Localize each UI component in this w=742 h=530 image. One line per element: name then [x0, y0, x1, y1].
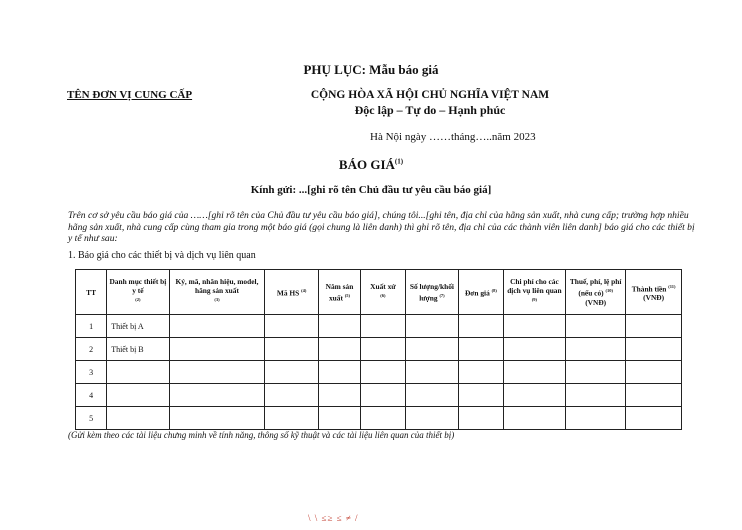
- table-row: [76, 407, 682, 430]
- national-title: CỘNG HÒA XÃ HỘI CHỦ NGHĨA VIỆT NAM: [310, 89, 550, 101]
- row-tt: 5: [76, 407, 107, 430]
- row-name: [107, 407, 169, 430]
- header-model: Ký, mã, nhãn hiệu, model, hãng sản xuất $^{(3)}$: [169, 270, 265, 315]
- row-tt: 1: [76, 315, 107, 338]
- header-year: Năm sản xuất $^{(5)}$: [318, 270, 360, 315]
- quote-title-text: BÁO GIÁ: [338, 157, 395, 172]
- row-tt: 2: [76, 338, 107, 361]
- header-origin: Xuất xứ $^{(6)}$: [361, 270, 406, 315]
- greeting-line: Kính gửi: ...[ghi rõ tên Chủ đầu tư yêu cầu báo giá]: [250, 184, 492, 196]
- row-tt: 4: [76, 384, 107, 407]
- row-tt: 3: [76, 361, 107, 384]
- header-category: Danh mục thiết bị y tế $^{(2)}$: [107, 270, 169, 315]
- header-hs-code: Mã HS $^{(4)}$: [265, 270, 318, 315]
- header-unit-price: Đơn giá $^{(8)}$: [459, 270, 504, 315]
- header-tt: TT: [76, 270, 107, 315]
- section-1-heading: 1. Báo giá cho các thiết bị và dịch vụ liên quan: [68, 250, 256, 261]
- table-row: [76, 361, 682, 384]
- intro-paragraph: Trên cơ sở yêu cầu báo giá của ……[ghi rõ tên của Chủ đầu tư yêu cầu báo giá], chúng tôi...[ghi tên, địa chỉ của hãng sản xuất, nhà cung cấp; trường hợp nhiều hãng sản xuất, nhà cung cấp cùng tham gia trong một báo giá (gọi chung là liên danh) thì ghi rõ tên, địa chỉ của các thành viên liên danh] báo giá cho các thiết bị y tế như sau:: [68, 210, 695, 244]
- header-tax: Thuế, phí, lệ phí (nếu có) $^{(10)}$ (VNĐ): [566, 270, 626, 315]
- red-stamp-mark: \ \ ≤≥ ≤ ≠ /: [308, 513, 359, 523]
- table-row: [76, 338, 682, 361]
- table-row: [76, 315, 682, 338]
- quote-title: [0, 157, 742, 173]
- quote-table: [75, 269, 682, 430]
- header-service-cost: Chi phí cho các dịch vụ liên quan $^{(9)}$: [503, 270, 565, 315]
- quote-title-note: (1): [394, 157, 404, 166]
- footnote: (Gửi kèm theo các tài liệu chưng minh về tính năng, thông số kỹ thuật và các tài liệu liên quan của thiết bị): [68, 430, 455, 440]
- table-header-row: [76, 270, 682, 315]
- row-name: Thiết bị B: [107, 338, 169, 361]
- row-name: [107, 361, 169, 384]
- row-name: [107, 384, 169, 407]
- header-quantity: Số lượng/khối lượng $^{(7)}$: [405, 270, 458, 315]
- row-name: Thiết bị A: [107, 315, 169, 338]
- page-title: PHỤ LỤC: Mẫu báo giá: [303, 62, 439, 77]
- table-row: [76, 384, 682, 407]
- national-motto: Độc lập – Tự do – Hạnh phúc: [354, 103, 506, 117]
- supplier-label: TÊN ĐƠN VỊ CUNG CẤP: [67, 89, 193, 101]
- date-line: Hà Nội ngày ……tháng…..năm 2023: [370, 131, 536, 143]
- header-total: Thành tiền $^{(11)}$ (VNĐ): [626, 270, 682, 315]
